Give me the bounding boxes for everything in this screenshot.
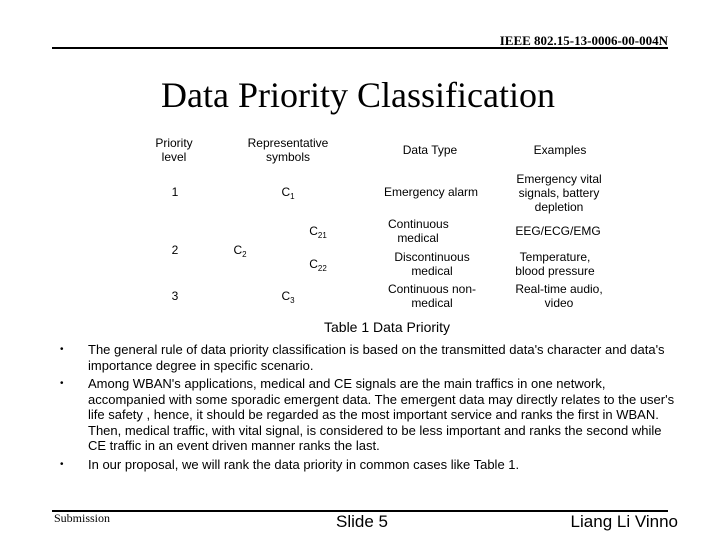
bullet-list (58, 342, 678, 475)
header-rule (52, 47, 668, 49)
bullet-item: • The general rule of data priority classification is based on the transmitted data's character and data's importance degree in specific scenario. (60, 342, 665, 373)
bullet-item: • In our proposal, we will rank the data priority in common cases like Table 1. (60, 456, 520, 472)
bullet-item: • Among WBAN's applications, medical and CE signals are the main traffics in one network, accompanied with some sporadic emergent data. The emergent data may directly relates to the user's life safety , hence, it should be regarded as the most important service and ranks the first in WBAN. Then, medical traffic, with vital signal, is considered to be less important and ranks the second while CE traffic in an event driven manner ranks the last. (60, 376, 675, 453)
row2a-examples: EEG/ECG/EMG (515, 224, 601, 238)
row2-priority: 2 (171, 243, 179, 257)
row1-data-type: Emergency alarm (383, 185, 479, 199)
footer-author: Liang Li Vinno (570, 512, 678, 531)
row2a-symbol: $C_{21}$ (309, 224, 327, 240)
row1-examples: Emergency vital signals, battery depletion (516, 172, 602, 214)
header-examples: Examples (533, 143, 587, 157)
row1-symbol: $C_1$ (281, 185, 295, 201)
row2b-examples: Temperature, blood pressure (515, 250, 595, 278)
footer-submission: Submission (54, 511, 111, 525)
row3-symbol: $C_3$ (281, 289, 295, 305)
row2b-data-type: Discontinuous medical (394, 250, 470, 278)
header-symbols: Representative symbols (247, 136, 329, 164)
row2a-data-type: Continuous medical (388, 217, 449, 245)
table-caption: Table 1 Data Priority (324, 319, 451, 335)
row3-priority: 3 (171, 289, 179, 303)
bullet-dot-icon: • (60, 344, 64, 355)
bullet-dot-icon: • (60, 378, 64, 389)
slide-title: Data Priority Classification (161, 75, 555, 115)
row2b-symbol: $C_{22}$ (309, 257, 327, 273)
slide-number: Slide 5 (336, 512, 388, 531)
header-data-type: Data Type (402, 143, 458, 157)
header-priority: Priority level (155, 136, 193, 164)
row1-priority: 1 (171, 185, 179, 199)
row3-examples: Real-time audio, video (515, 282, 603, 310)
document-id: IEEE 802.15-13-0006-00-004N (499, 33, 668, 48)
row2-symbol: $C_2$ (233, 243, 247, 259)
row3-data-type: Continuous non-medical (387, 282, 477, 310)
bullet-dot-icon: • (60, 458, 64, 470)
